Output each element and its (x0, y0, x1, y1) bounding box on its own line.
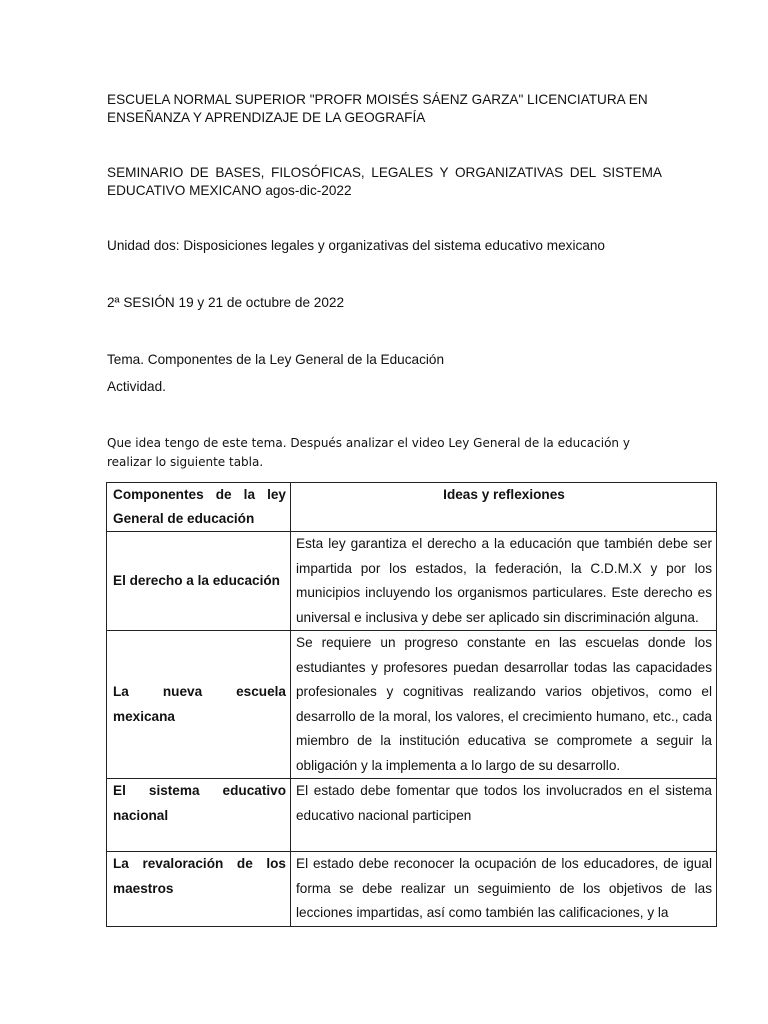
component-cell (107, 852, 291, 927)
unit-heading: Unidad dos: Disposiciones legales y organizativas del sistema educativo mexicano (107, 238, 605, 253)
component-cell: El sistema educativo nacional (107, 779, 291, 852)
reflection-cell (291, 852, 717, 927)
reflection-cell: Se requiere un progreso constante en las escuelas donde los estudiantes y profesores puedan desarrollar todas las capacidades profesionales y cognitivas realizando varios objetivos, como el desarrollo de la moral, los valores, el crecimiento humano, etc., cada miembro de la institución educativa se compromete a seguir la obligación y la implementa a lo largo de su desarrollo. (291, 631, 717, 779)
header-components: Componentes de la ley General de educación (107, 483, 291, 532)
table-row (107, 631, 717, 779)
components-table (106, 482, 717, 927)
reflection-cell: El estado debe fomentar que todos los involucrados en el sistema educativo nacional participen (291, 779, 717, 852)
table-row (107, 852, 717, 927)
component-text: La revaloración de los maestros (113, 856, 286, 896)
school-heading: ESCUELA NORMAL SUPERIOR "PROFR MOISÉS SÁENZ GARZA" LICENCIATURA EN ENSEÑANZA Y APRENDIZAJE DE LA GEOGRAFÍA (107, 92, 648, 125)
table-row (107, 532, 717, 631)
component-cell: La nueva escuela mexicana (107, 631, 291, 779)
reflection-cell: Esta ley garantiza el derecho a la educación que también debe ser impartida por los estados, la federación, la C.D.M.X y por los municipios incluyendo los organismos particulares. Este derecho es universal e inclusiva y debe ser aplicado sin discriminación alguna. (291, 532, 717, 631)
reflection-text: El estado debe reconocer la ocupación de los educadores, de igual forma se debe realizar un seguimiento de los objetivos de las lecciones impartidas, así como también las calificaciones, y la (296, 856, 712, 920)
header-ideas: Ideas y reflexiones (291, 483, 717, 532)
table-row (107, 779, 717, 852)
component-cell: El derecho a la educación (107, 532, 291, 631)
session-heading: 2ª SESIÓN 19 y 21 de octubre de 2022 (107, 295, 345, 310)
activity-label: Actividad. (107, 379, 166, 394)
topic-heading: Tema. Componentes de la Ley General de la Educación (107, 352, 445, 367)
seminar-heading: SEMINARIO DE BASES, FILOSÓFICAS, LEGALES Y ORGANIZATIVAS DEL SISTEMA EDUCATIVO MEXICANO agos-dic-2022 (107, 165, 662, 198)
table-header-row (107, 483, 717, 532)
activity-instructions: Que idea tengo de este tema. Después analizar el video Ley General de la educación y realizar lo siguiente tabla. (107, 436, 630, 469)
